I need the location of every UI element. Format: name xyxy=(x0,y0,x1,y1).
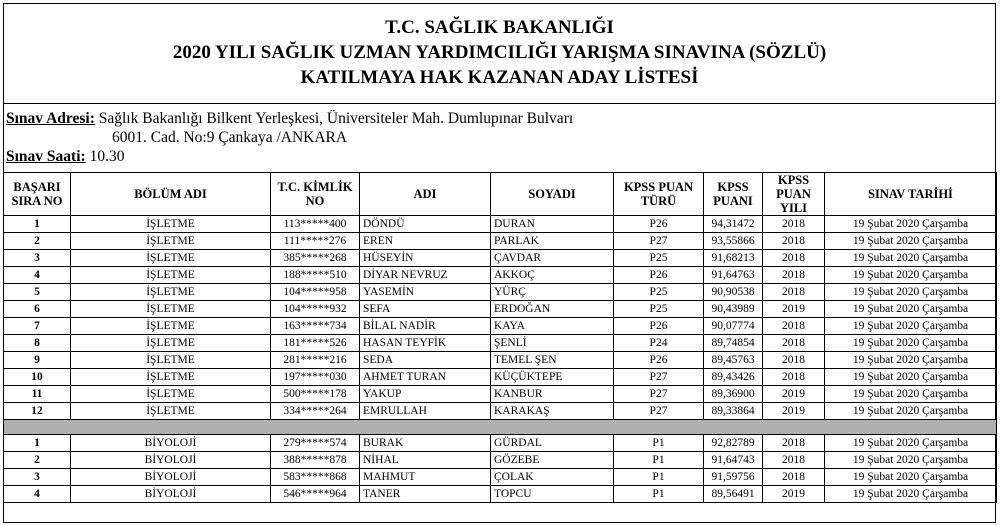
exam-date-cell: 19 Şubat 2020 Çarşamba xyxy=(825,233,997,250)
table-row xyxy=(4,250,997,267)
kpss-score-cell: 90,90538 xyxy=(704,284,763,301)
id-cell: 104*****932 xyxy=(271,301,360,318)
exam-date-cell: 19 Şubat 2020 Çarşamba xyxy=(825,486,997,503)
rank-cell: 6 xyxy=(4,301,71,318)
department-cell: İŞLETME xyxy=(71,250,271,267)
rank-cell: 4 xyxy=(4,486,71,503)
name-cell: SEDA xyxy=(360,352,491,369)
table-row xyxy=(4,386,997,403)
kpss-type-cell: P25 xyxy=(614,250,704,267)
kpss-score-cell: 90,43989 xyxy=(704,301,763,318)
table-row xyxy=(4,216,997,233)
kpss-score-cell: 89,36900 xyxy=(704,386,763,403)
table-row xyxy=(4,284,997,301)
kpss-type-cell: P1 xyxy=(614,469,704,486)
kpss-year-cell: 2019 xyxy=(763,403,825,420)
department-cell: BİYOLOJİ xyxy=(71,435,271,452)
rank-cell: 8 xyxy=(4,335,71,352)
kpss-type-cell: P25 xyxy=(614,301,704,318)
name-cell: EREN xyxy=(360,233,491,250)
department-cell: İŞLETME xyxy=(71,267,271,284)
name-cell: SEFA xyxy=(360,301,491,318)
surname-cell: ŞENLİ xyxy=(491,335,614,352)
title-line-3: KATILMAYA HAK KAZANAN ADAY LİSTESİ xyxy=(300,67,699,88)
exam-info xyxy=(4,104,995,172)
surname-cell: KÜÇÜKTEPE xyxy=(491,369,614,386)
department-cell: BİYOLOJİ xyxy=(71,469,271,486)
kpss-type-cell: P1 xyxy=(614,435,704,452)
kpss-year-cell: 2018 xyxy=(763,216,825,233)
col-department-header: BÖLÜM ADI xyxy=(71,173,271,216)
exam-date-cell: 19 Şubat 2020 Çarşamba xyxy=(825,301,997,318)
department-cell: İŞLETME xyxy=(71,369,271,386)
name-cell: BİLAL NADİR xyxy=(360,318,491,335)
table-row xyxy=(4,335,997,352)
name-cell: EMRULLAH xyxy=(360,403,491,420)
name-cell: NİHAL xyxy=(360,452,491,469)
rank-cell: 2 xyxy=(4,452,71,469)
id-cell: 188*****510 xyxy=(271,267,360,284)
kpss-score-cell: 91,64763 xyxy=(704,267,763,284)
document-sheet xyxy=(3,3,996,523)
id-cell: 500*****178 xyxy=(271,386,360,403)
kpss-year-cell: 2018 xyxy=(763,369,825,386)
id-cell: 104*****958 xyxy=(271,284,360,301)
kpss-score-cell: 91,68213 xyxy=(704,250,763,267)
rank-cell: 3 xyxy=(4,469,71,486)
name-cell: MAHMUT xyxy=(360,469,491,486)
exam-date-cell: 19 Şubat 2020 Çarşamba xyxy=(825,250,997,267)
kpss-score-cell: 89,45763 xyxy=(704,352,763,369)
surname-cell: AKKOÇ xyxy=(491,267,614,284)
rank-cell: 5 xyxy=(4,284,71,301)
table-row xyxy=(4,435,997,452)
kpss-year-cell: 2018 xyxy=(763,352,825,369)
kpss-year-cell: 2018 xyxy=(763,469,825,486)
surname-cell: TOPCU xyxy=(491,486,614,503)
exam-date-cell: 19 Şubat 2020 Çarşamba xyxy=(825,284,997,301)
candidate-table xyxy=(3,172,997,503)
exam-address xyxy=(6,109,995,128)
surname-cell: GÖZEBE xyxy=(491,452,614,469)
name-cell: YASEMİN xyxy=(360,284,491,301)
kpss-year-cell: 2018 xyxy=(763,233,825,250)
table-row xyxy=(4,469,997,486)
kpss-type-cell: P27 xyxy=(614,386,704,403)
kpss-score-cell: 89,43426 xyxy=(704,369,763,386)
id-cell: 181*****526 xyxy=(271,335,360,352)
kpss-year-cell: 2019 xyxy=(763,486,825,503)
name-cell: HÜSEYİN xyxy=(360,250,491,267)
table-row xyxy=(4,233,997,250)
kpss-year-cell: 2018 xyxy=(763,452,825,469)
exam-time xyxy=(6,147,995,166)
department-cell: İŞLETME xyxy=(71,233,271,250)
table-row xyxy=(4,318,997,335)
table-body xyxy=(4,216,997,503)
group-separator-cell xyxy=(4,420,997,435)
kpss-year-cell: 2018 xyxy=(763,250,825,267)
surname-cell: YÜRÇ xyxy=(491,284,614,301)
surname-cell: KANBUR xyxy=(491,386,614,403)
id-cell: 385*****268 xyxy=(271,250,360,267)
kpss-score-cell: 92,82789 xyxy=(704,435,763,452)
kpss-year-cell: 2018 xyxy=(763,267,825,284)
kpss-year-cell: 2019 xyxy=(763,301,825,318)
table-row xyxy=(4,352,997,369)
exam-address-line-1: Sağlık Bakanlığı Bilkent Yerleşkesi, Üniversiteler Mah. Dumlupınar Bulvarı xyxy=(94,110,574,127)
title-line-1: T.C. SAĞLIK BAKANLIĞI xyxy=(385,17,614,38)
kpss-score-cell: 94,31472 xyxy=(704,216,763,233)
exam-date-cell: 19 Şubat 2020 Çarşamba xyxy=(825,403,997,420)
kpss-type-cell: P27 xyxy=(614,233,704,250)
kpss-type-cell: P26 xyxy=(614,318,704,335)
col-kpss-score-header: KPSS PUANI xyxy=(704,173,763,216)
id-cell: 583*****868 xyxy=(271,469,360,486)
kpss-score-cell: 91,59756 xyxy=(704,469,763,486)
rank-cell: 3 xyxy=(4,250,71,267)
col-surname-header: SOYADI xyxy=(491,173,614,216)
table-row xyxy=(4,403,997,420)
kpss-type-cell: P27 xyxy=(614,369,704,386)
kpss-type-cell: P26 xyxy=(614,267,704,284)
department-cell: İŞLETME xyxy=(71,216,271,233)
department-cell: İŞLETME xyxy=(71,335,271,352)
exam-date-cell: 19 Şubat 2020 Çarşamba xyxy=(825,452,997,469)
col-id-header: T.C. KİMLİK NO xyxy=(271,173,360,216)
id-cell: 334*****264 xyxy=(271,403,360,420)
rank-cell: 4 xyxy=(4,267,71,284)
department-cell: BİYOLOJİ xyxy=(71,452,271,469)
id-cell: 281*****216 xyxy=(271,352,360,369)
title-line-2: 2020 YILI SAĞLIK UZMAN YARDIMCILIĞI YARIŞMA SINAVINA (SÖZLÜ) xyxy=(172,42,827,63)
kpss-year-cell: 2018 xyxy=(763,435,825,452)
name-cell: BURAK xyxy=(360,435,491,452)
id-cell: 111*****276 xyxy=(271,233,360,250)
name-cell: DİYAR NEVRUZ xyxy=(360,267,491,284)
table-row xyxy=(4,452,997,469)
surname-cell: TEMEL ŞEN xyxy=(491,352,614,369)
surname-cell: ERDOĞAN xyxy=(491,301,614,318)
rank-cell: 9 xyxy=(4,352,71,369)
exam-date-cell: 19 Şubat 2020 Çarşamba xyxy=(825,369,997,386)
name-cell: TANER xyxy=(360,486,491,503)
id-cell: 279*****574 xyxy=(271,435,360,452)
exam-date-cell: 19 Şubat 2020 Çarşamba xyxy=(825,267,997,284)
rank-cell: 1 xyxy=(4,216,71,233)
rank-cell: 7 xyxy=(4,318,71,335)
exam-date-cell: 19 Şubat 2020 Çarşamba xyxy=(825,318,997,335)
exam-time-value: 10.30 xyxy=(85,148,125,165)
rank-cell: 2 xyxy=(4,233,71,250)
kpss-type-cell: P25 xyxy=(614,284,704,301)
table-header-row xyxy=(4,173,997,216)
id-cell: 388*****878 xyxy=(271,452,360,469)
kpss-year-cell: 2019 xyxy=(763,386,825,403)
kpss-score-cell: 89,74854 xyxy=(704,335,763,352)
col-exam-date-header: SINAV TARİHİ xyxy=(825,173,997,216)
id-cell: 546*****964 xyxy=(271,486,360,503)
kpss-type-cell: P26 xyxy=(614,216,704,233)
kpss-type-cell: P26 xyxy=(614,352,704,369)
name-cell: DÖNDÜ xyxy=(360,216,491,233)
document-title xyxy=(4,4,995,104)
rank-cell: 1 xyxy=(4,435,71,452)
rank-cell: 11 xyxy=(4,386,71,403)
department-cell: İŞLETME xyxy=(71,403,271,420)
id-cell: 197*****030 xyxy=(271,369,360,386)
department-cell: İŞLETME xyxy=(71,301,271,318)
kpss-score-cell: 90,07774 xyxy=(704,318,763,335)
exam-address-label: Sınav Adresi: xyxy=(6,110,95,127)
col-name-header: ADI xyxy=(360,173,491,216)
group-separator xyxy=(4,420,997,435)
surname-cell: ÇAVDAR xyxy=(491,250,614,267)
kpss-year-cell: 2018 xyxy=(763,284,825,301)
kpss-score-cell: 89,56491 xyxy=(704,486,763,503)
kpss-year-cell: 2018 xyxy=(763,335,825,352)
department-cell: İŞLETME xyxy=(71,284,271,301)
kpss-score-cell: 91,64743 xyxy=(704,452,763,469)
exam-date-cell: 19 Şubat 2020 Çarşamba xyxy=(825,469,997,486)
table-row xyxy=(4,369,997,386)
department-cell: BİYOLOJİ xyxy=(71,486,271,503)
col-kpss-year-header: KPSS PUAN YILI xyxy=(763,173,825,216)
surname-cell: GÜRDAL xyxy=(491,435,614,452)
name-cell: HASAN TEYFİK xyxy=(360,335,491,352)
exam-date-cell: 19 Şubat 2020 Çarşamba xyxy=(825,386,997,403)
table-row xyxy=(4,267,997,284)
surname-cell: ÇOLAK xyxy=(491,469,614,486)
kpss-year-cell: 2018 xyxy=(763,318,825,335)
name-cell: AHMET TURAN xyxy=(360,369,491,386)
exam-date-cell: 19 Şubat 2020 Çarşamba xyxy=(825,216,997,233)
id-cell: 113*****400 xyxy=(271,216,360,233)
exam-time-label: Sınav Saati: xyxy=(6,148,86,165)
kpss-type-cell: P24 xyxy=(614,335,704,352)
department-cell: İŞLETME xyxy=(71,386,271,403)
col-kpss-type-header: KPSS PUAN TÜRÜ xyxy=(614,173,704,216)
kpss-type-cell: P1 xyxy=(614,486,704,503)
exam-date-cell: 19 Şubat 2020 Çarşamba xyxy=(825,435,997,452)
kpss-score-cell: 93,55866 xyxy=(704,233,763,250)
surname-cell: PARLAK xyxy=(491,233,614,250)
id-cell: 163*****734 xyxy=(271,318,360,335)
department-cell: İŞLETME xyxy=(71,318,271,335)
rank-cell: 12 xyxy=(4,403,71,420)
rank-cell: 10 xyxy=(4,369,71,386)
exam-address-line-2: 6001. Cad. No:9 Çankaya /ANKARA xyxy=(112,129,348,146)
kpss-type-cell: P1 xyxy=(614,452,704,469)
kpss-type-cell: P27 xyxy=(614,403,704,420)
surname-cell: KAYA xyxy=(491,318,614,335)
col-rank-header: BAŞARI SIRA NO xyxy=(4,173,71,216)
name-cell: YAKUP xyxy=(360,386,491,403)
department-cell: İŞLETME xyxy=(71,352,271,369)
surname-cell: DURAN xyxy=(491,216,614,233)
table-row xyxy=(4,301,997,318)
surname-cell: KARAKAŞ xyxy=(491,403,614,420)
kpss-score-cell: 89,33864 xyxy=(704,403,763,420)
exam-date-cell: 19 Şubat 2020 Çarşamba xyxy=(825,352,997,369)
table-row xyxy=(4,486,997,503)
exam-date-cell: 19 Şubat 2020 Çarşamba xyxy=(825,335,997,352)
